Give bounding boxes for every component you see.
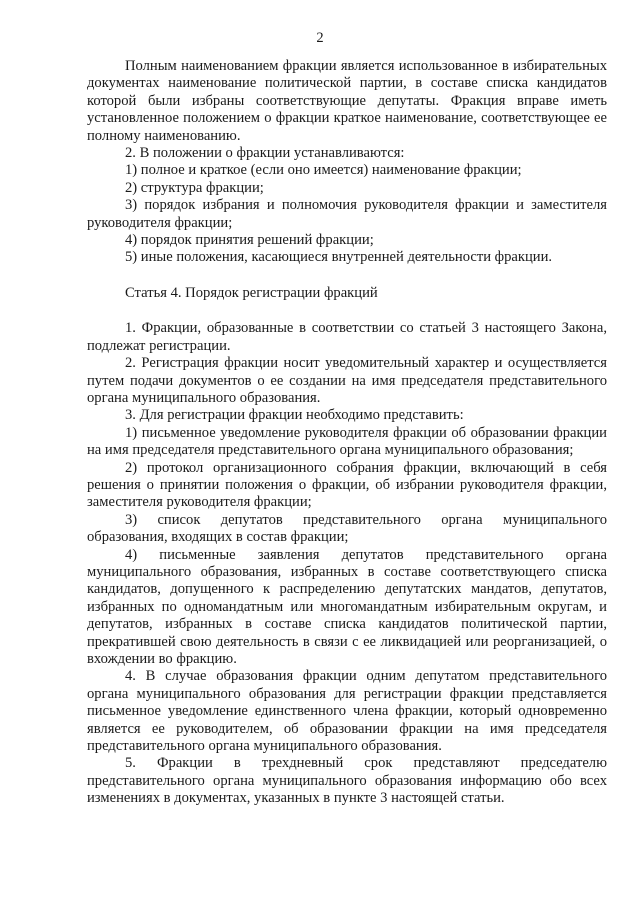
paragraph-regulation-intro: 2. В положении о фракции устанавливаются: (125, 145, 405, 162)
article-paragraph-5: 5. Фракции в трехдневный срок представляют председателю представительного органа муниципального образования информацию обо всех изменениях в документах, указанных в пункте 3 настоящей статьи. (87, 755, 607, 807)
article-list-item-4: 4) письменные заявления депутатов представительного органа муниципального образования, избранных в составе соответствующего списка кандидатов, допущенного к распределению депутатских мандатов, депутатов, избранных по одномандатным или многомандатным избирательным округам, и депутатов, избранных в составе списка кандидатов политической партии, прекратившей свою деятельность в связи с ее ликвидацией или реорганизацией, о вхождении во фракцию. (87, 546, 607, 667)
article-paragraph-3: 3. Для регистрации фракции необходимо представить: (125, 407, 464, 424)
article-list-item-1: 1) письменное уведомление руководителя фракции об образовании фракции на имя председателя представительного органа муниципального образования; (87, 424, 607, 459)
article-paragraph-2: 2. Регистрация фракции носит уведомительный характер и осуществляется путем подачи документов о ее создании на имя председателя представительного органа муниципального образования. (87, 355, 607, 406)
article-paragraph-1: 1. Фракции, образованные в соответствии со статьей 3 настоящего Закона, подлежат регистрации. (87, 320, 607, 354)
list-item-leader: 3) порядок избрания и полномочия руководителя фракции и заместителя руководителя фракции; (87, 197, 607, 231)
article-heading: Статья 4. Порядок регистрации фракций (125, 284, 378, 301)
article-list-item-2: 2) протокол организационного собрания фракции, включающий в себя решения о принятии положения о фракции, об избрании руководителя фракции, заместителя руководителя фракции; (87, 459, 607, 511)
list-item-other: 5) иные положения, касающиеся внутренней деятельности фракции. (125, 249, 553, 266)
list-item-decisions: 4) порядок принятия решений фракции; (125, 232, 374, 249)
article-paragraph-4: 4. В случае образования фракции одним депутатом представительного органа муниципального образования для регистрации фракции представляется письменное уведомление единственного члена фракции, который одновременно является ее руководителем, об образовании фракции на имя председателя представительного органа муниципального образования. (87, 668, 607, 755)
list-item-structure: 2) структура фракции; (125, 179, 264, 196)
list-item-name: 1) полное и краткое (если оно имеется) наименование фракции; (125, 162, 522, 179)
page-number: 2 (316, 30, 324, 46)
paragraph-full-name: Полным наименованием фракции является использованное в избирательных документах наименование политической партии, в составе списка кандидатов которой были избраны соответствующие депутаты. Фракция вправе иметь установленное положением о фракции краткое наименование, соответствующее ее полному наименованию. (87, 58, 607, 144)
article-list-item-3: 3) список депутатов представительного органа муниципального образования, входящих в состав фракции; (87, 511, 607, 546)
document-body (87, 58, 607, 808)
